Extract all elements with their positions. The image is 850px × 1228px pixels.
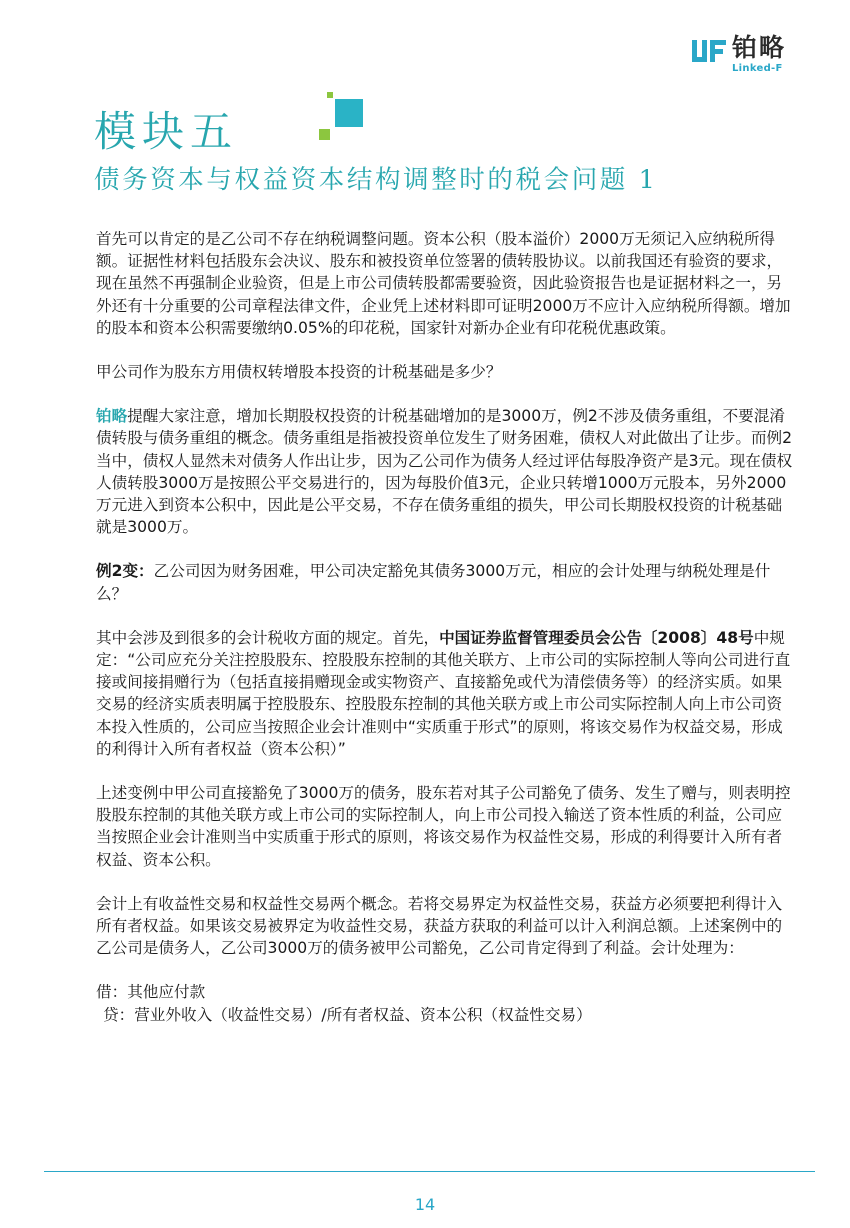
article-body — [96, 228, 796, 1026]
decor-square-large-teal — [335, 99, 363, 127]
paragraph: 上述变例中甲公司直接豁免了3000万的债务，股东若对其子公司豁免了债务、发生了赠与，则表明控股股东控制的其他关联方或上市公司的实际控制人，向上市公司投入输送了资本性质的利益，公司应当按照企业会计准则当中实质重于形式的原则，将该交易作为权益性交易，形成的利得要计入所有者权益、资本公积。 — [96, 784, 791, 869]
paragraph: 首先可以肯定的是乙公司不存在纳税调整问题。资本公积（股本溢价）2000万无须记入应纳税所得额。证据性材料包括股东会决议、股东和被投资单位签署的债转股协议。以前我国还有验资的要求，现在虽然不再强制企业验资，但是上市公司债转股都需要验资，因此验资报告也是证据材料之一，另外还有十分重要的公司章程法律文件，企业凭上述材料即可证明2000万不应计入应纳税所得额。增加的股本和资本公积需要缴纳0.05%的印花税，国家针对新办企业有印花税优惠政策。 — [96, 230, 791, 337]
journal-entry-debit: 借：其他应付款 — [96, 983, 206, 1002]
footer-divider — [44, 1171, 815, 1172]
section-subtitle: 债务资本与权益资本结构调整时的税会问题 1 — [94, 165, 658, 195]
paragraph: 会计上有收益性交易和权益性交易两个概念。若将交易界定为权益性交易，获益方必须要把利得计入所有者权益。如果该交易被界定为收益性交易，获益方获取的利益可以计入利润总额。上述案例中的乙公司是债务人，乙公司3000万的债务被甲公司豁免，乙公司肯定得到了利益。会计处理为： — [96, 894, 783, 958]
logo-text-cn: 铂略 — [732, 33, 787, 62]
module-title: 模块五 — [94, 107, 239, 156]
paragraph-text: 其中会涉及到很多的会计税收方面的规定。首先， — [96, 628, 440, 647]
decor-square-small-green — [327, 92, 333, 98]
brand-logo — [692, 34, 812, 74]
paragraph — [96, 627, 796, 760]
decor-square-green — [319, 129, 330, 140]
journal-entry-credit: 贷：营业外收入（收益性交易）/所有者权益、资本公积（权益性交易） — [103, 1005, 592, 1024]
example-label: 例2变： — [96, 562, 154, 581]
paragraph-text: 中规定：“公司应充分关注控股股东、控股股东控制的其他关联方、上市公司的实际控制人等向公司进行直接或间接捐赠行为（包括直接捐赠现金或实物资产、直接豁免或代为清偿债务等）的经济实质。如果交易的经济实质表明属于控股股东、控股股东控制的其他关联方或上市公司实际控制人向上市公司资本投入性质的，公司应当按照企业会计准则中“实质重于形式”的原则，将该交易作为权益交易，形成的利得计入所有者权益（资本公积）” — [96, 628, 791, 758]
question-paragraph: 甲公司作为股东方用债权转增股本投资的计税基础是多少？ — [96, 363, 502, 382]
linkedf-logo-icon — [692, 34, 726, 68]
brand-highlight: 铂略 — [96, 407, 128, 426]
example-paragraph — [96, 560, 796, 604]
paragraph — [96, 405, 796, 538]
regulation-reference: 中国证券监督管理委员会公告〔2008〕48号 — [439, 628, 754, 647]
page-number: 14 — [414, 1195, 436, 1214]
paragraph-text: 乙公司因为财务困难，甲公司决定豁免其债务3000万元，相应的会计处理与纳税处理是什么？ — [96, 562, 771, 603]
paragraph-text: 提醒大家注意，增加长期股权投资的计税基础增加的是3000万，例2不涉及债务重组，不要混淆债转股与债务重组的概念。债务重组是指被投资单位发生了财务困难，债权人对此做出了让步。而例2当中，债权人显然未对债务人作出让步，因为乙公司作为债务人经过评估每股净资产是3元。现在债权人债转股3000万是按照公平交易进行的，因为每股价值3元，企业只转增1000万元股本，另外2000万元进入到资本公积中，因此是公平交易，不存在债务重组的损失，甲公司长期股权投资的计税基础就是3000万。 — [96, 407, 793, 537]
logo-text-en: Linked-F — [732, 63, 783, 74]
